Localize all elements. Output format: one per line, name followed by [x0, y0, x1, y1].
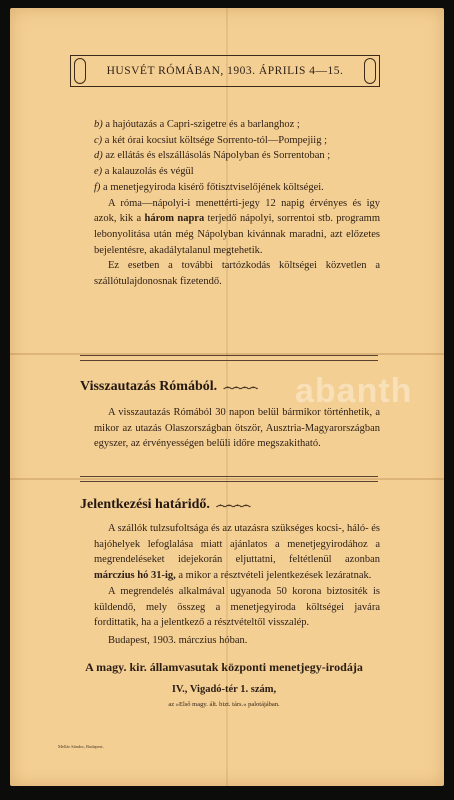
date-line: Budapest, 1903. márczius hóban. [108, 634, 248, 646]
ornament-flourish: ෴෴෴෴ [223, 381, 258, 393]
issuer-location: az »Első magy. ált. bizt. társ.« palotájában. [168, 701, 280, 708]
section-divider [80, 476, 378, 482]
printer-credit: Mellár Sándor, Budapest. [58, 744, 104, 749]
section-heading-return: Visszautazás Rómából. ෴෴෴෴ [80, 379, 258, 394]
section-divider [80, 355, 378, 361]
ornament-flourish: ෴෴෴෴ [215, 499, 250, 511]
list-item-e: e) a kalauzolás és végül [94, 166, 194, 178]
watermark: abanth [295, 372, 413, 410]
list-item-b: b) a hajóutazás a Capri-szigetre és a barlanghoz ; [94, 119, 300, 130]
issuer-address: IV., Vigadó-tér 1. szám, [171, 684, 277, 695]
list-item-c: c) a két órai kocsiut költsége Sorrento-tól—Pompejiig ; [94, 134, 328, 146]
list-item-f: f) a menetjegyiroda kisérő főtisztviselőjének költségei. [94, 181, 324, 193]
validity-paragraph: A róma—nápolyi-i menettérti-jegy 12 napig érvényes és igy azok, kik a három napra terjedő nápolyi, sorrentoi stb. programm lebonyolitása után még Nápolyban kivánnak maradni, azt előzetes bejelentésre, akadálytalanul megtehetik. [94, 197, 380, 256]
deadline-text [94, 521, 380, 649]
return-paragraph: A visszautazás Rómából 30 napon belül bármikor történhetik, a mikor az utazás Olaszországban ötször, Ausztria-Magyarországban egyszer, az érvényességen belüli időre megszakitható. [94, 407, 380, 450]
extra-stay-paragraph: Ez esetben a további tartózkodás költségei közvetlen a szállótulajdonosnak fizetendő. [94, 260, 380, 288]
list-item-d: d) az ellátás és elszállásolás Nápolyban és Sorrentoban ; [94, 150, 331, 162]
cost-list [94, 117, 380, 290]
issuer-name: A magy. kir. államvasutak központi menetjegy-irodája [85, 660, 363, 674]
deposit-paragraph: A megrendelés alkalmával ugyanoda 50 korona biztositék is küldendő, mely összeg a menetjegyiroda költségei javára fordittatik, ha a jelentkező a résztvételtől visszalép. [94, 585, 380, 629]
section-heading-deadline: Jelentkezési határidő. ෴෴෴෴ [80, 497, 250, 512]
page-title: HUSVÉT RÓMÁBAN, 1903. ÁPRILIS 4—15. [106, 65, 344, 77]
header-box [70, 55, 380, 87]
deadline-paragraph: A szállók tulzsufoltsága és az utazásra szükséges kocsi-, háló- és hajóhelyek lefoglalása miatt ajánlatos a menetjegyirodához a megrendeléseket idejekorán eljuttatni, feltétlenül azonban márczius hó 31-ig, a mikor a résztvételi jelentkezések lezáratnak. [94, 523, 380, 582]
